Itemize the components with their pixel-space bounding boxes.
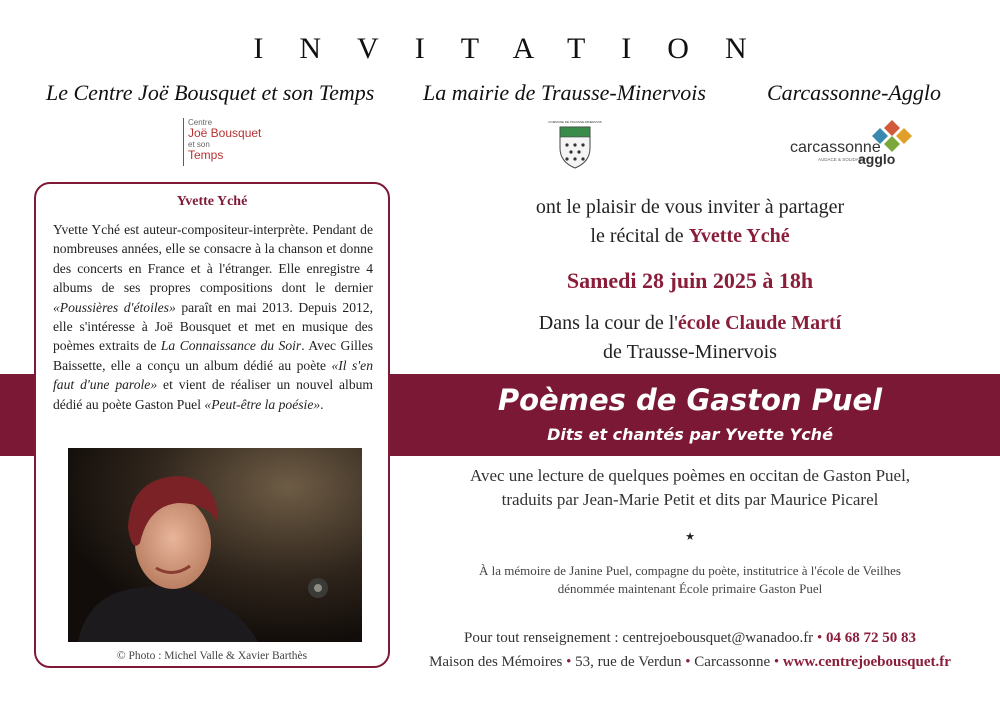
contact-line1: Pour tout renseignement : centrejoebousquet@wanadoo.fr • 04 68 72 50 83 xyxy=(464,630,916,646)
artist-name: Yvette Yché xyxy=(688,225,790,247)
photo-credit: © Photo : Michel Valle & Xavier Barthès xyxy=(116,650,308,662)
event-place: Dans la cour de l'école Claude Martí xyxy=(538,312,842,334)
reading-info-line1: Avec une lecture de quelques poèmes en occitan de Gaston Puel, xyxy=(469,466,911,485)
event-town: de Trausse-Minervois xyxy=(603,341,777,363)
bio-name: Yvette Yché xyxy=(176,194,248,209)
organizers-row xyxy=(0,80,1000,110)
svg-text:agglo: agglo xyxy=(858,151,896,167)
contact-line2: Maison des Mémoires • 53, rue de Verdun • Carcassonne • www.centrejoebousquet.fr xyxy=(429,654,951,670)
school-name: école Claude Martí xyxy=(677,312,842,334)
star-icon: ★ xyxy=(685,531,695,543)
artist-photo xyxy=(68,448,362,642)
organizer-mairie: La mairie de Trausse-Minervois xyxy=(423,80,706,105)
bio-text: Yvette Yché est auteur-compositeur-interprète. Pendant de nombreuses années, elle se consacre à la chanson et donne des concerts en France et à l'étranger. Elle enregistre 4 albums de ses propres compositions dont le dernier «Poussières d'étoiles» paraît en mai 2013. Depuis 2012, elle s'intéresse à Joë Bousquet et met en musique des poèmes extraits de La Connaissance du Soir. Avec Gilles Baissette, elle a conçu un album dédié au poète «Il s'en faut d'une parole» et vient de réaliser un nouvel album dédié au poète Gaston Puel «Peut-être la poésie». xyxy=(53,222,374,412)
mairie-coat-of-arms-icon xyxy=(548,118,602,170)
svg-text:COMMUNE DE TRAUSSE-MINERVOIS: COMMUNE DE TRAUSSE-MINERVOIS xyxy=(548,120,602,124)
agglo-logo-icon xyxy=(788,118,928,170)
centre-logo: Centre Joë Bousquet et son Temps xyxy=(183,118,273,166)
website-link[interactable]: www.centrejoebousquet.fr xyxy=(782,654,951,670)
reading-info-line2: traduits par Jean-Marie Petit et dits par Maurice Picarel xyxy=(501,490,879,509)
event-title: Poèmes de Gaston Puel xyxy=(497,383,883,417)
event-date: Samedi 28 juin 2025 à 18h xyxy=(566,268,814,293)
svg-text:AUDACE & SOLIDARITÉ: AUDACE & SOLIDARITÉ xyxy=(818,157,870,162)
event-subtitle: Dits et chantés par Yvette Yché xyxy=(547,425,833,444)
memory-line1: À la mémoire de Janine Puel, compagne du poète, institutrice à l'école de Veilhes xyxy=(479,563,901,578)
organizer-centre: Le Centre Joë Bousquet et son Temps xyxy=(46,80,375,105)
organizer-agglo: Carcassonne-Agglo xyxy=(767,80,941,105)
invite-line2: le récital de Yvette Yché xyxy=(590,225,790,247)
bio-box xyxy=(34,182,390,668)
svg-text:carcassonne: carcassonne xyxy=(790,139,881,156)
invite-line1: ont le plaisir de vous inviter à partager xyxy=(535,196,845,218)
invitation-title: INVITATION xyxy=(253,32,783,65)
phone-number: 04 68 72 50 83 xyxy=(825,630,916,646)
memory-line2: dénommée maintenant École primaire Gaston Puel xyxy=(557,581,823,596)
